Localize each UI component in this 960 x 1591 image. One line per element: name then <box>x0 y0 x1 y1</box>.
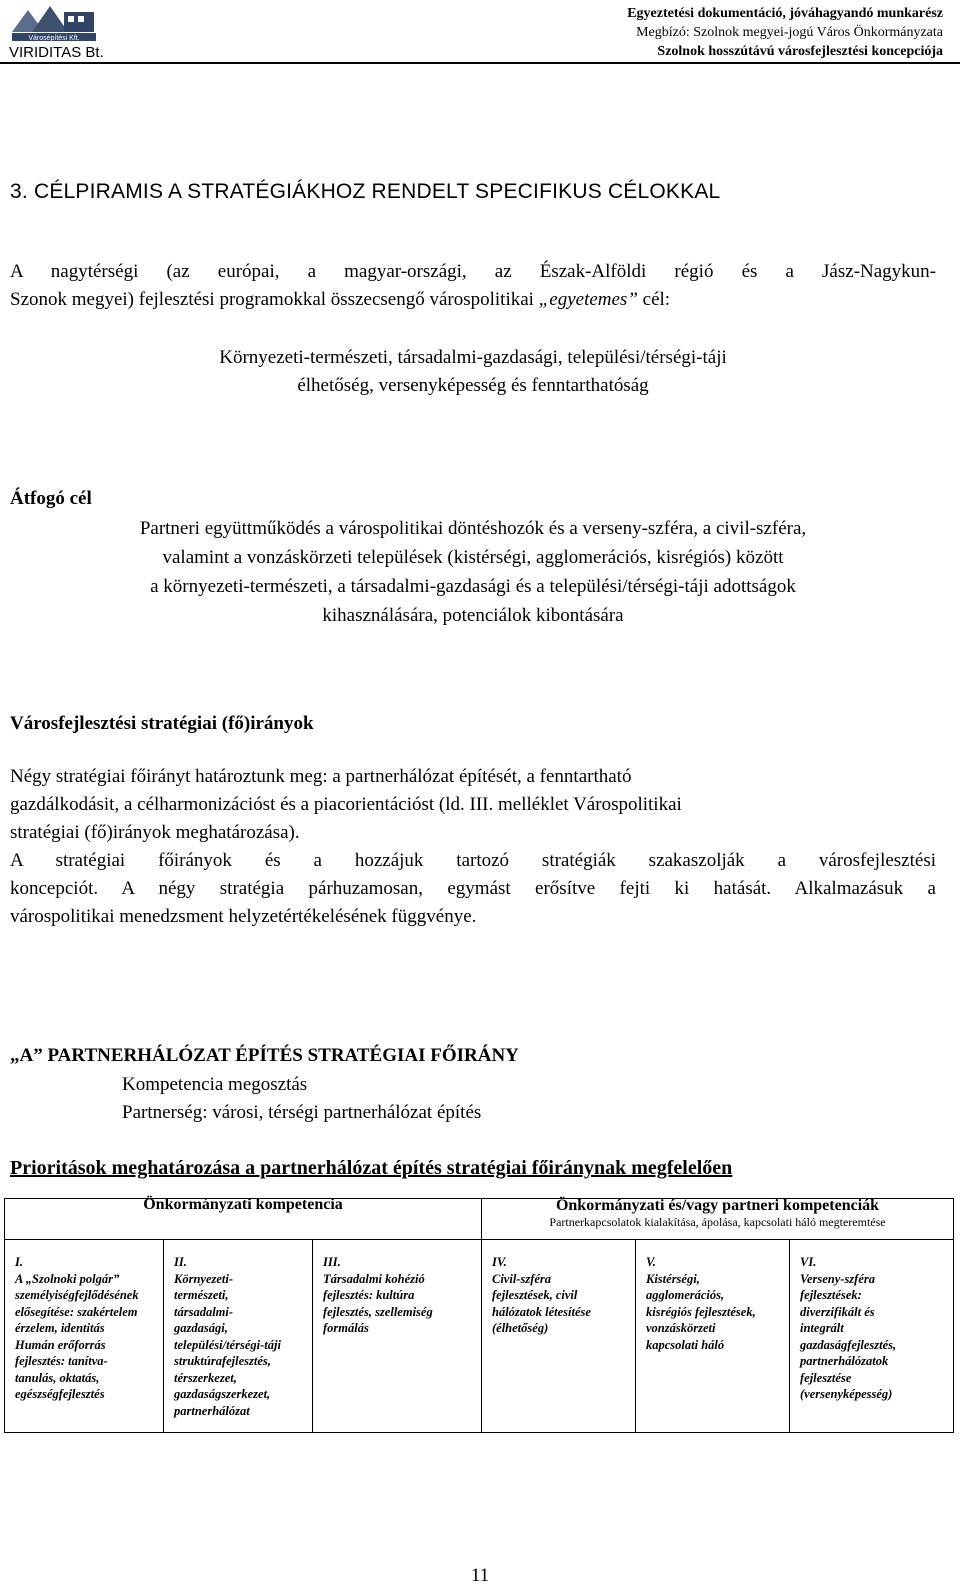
directions-p2-line-2: koncepciót. A négy stratégia párhuzamosan, egymást erősítve fejti ki hatását. Alkalmazásuk a <box>10 878 936 899</box>
priority-column-4 <box>482 1240 636 1433</box>
priority-2-line: Környezeti- <box>174 1271 234 1286</box>
universal-goal-line-1: Környezeti-természeti, társadalmi-gazdasági, települési/térségi-táji <box>219 347 727 368</box>
overarching-line-4: kihasználására, potenciálok kibontására <box>322 605 624 626</box>
priority-6-line: fejlesztések: <box>800 1288 862 1302</box>
priority-6-line: partnerhálózatok <box>800 1354 889 1368</box>
partner-competence-sub: Partnerkapcsolatok kialakítása, ápolása, kapcsolati háló megteremtése <box>549 1215 886 1229</box>
priority-1-number: I. <box>15 1255 23 1269</box>
intro-line-2 <box>10 286 936 314</box>
overarching-text <box>0 514 946 630</box>
priority-6-line: (versenyképesség) <box>800 1387 893 1401</box>
priority-1-line: egészségfejlesztés <box>15 1387 105 1401</box>
strategy-a-sub-2: Partnerség: városi, térségi partnerhálózat építés <box>122 1102 482 1123</box>
priority-1-line: A „Szolnoki polgár” <box>15 1271 120 1286</box>
partner-competence-label: Önkormányzati és/vagy partneri kompetenciák <box>555 1197 880 1214</box>
priority-6-line: diverzifikált és <box>800 1304 875 1319</box>
own-competence-label: Önkormányzati kompetencia <box>143 1196 343 1213</box>
priority-6-number: VI. <box>800 1255 817 1269</box>
priority-1-line: Humán erőforrás <box>15 1337 106 1352</box>
intro-text-b: cél: <box>637 289 671 310</box>
company-name: VIRIDITAS Bt. <box>9 44 104 61</box>
priority-4-line: fejlesztések, civil <box>492 1288 578 1302</box>
priority-5-line: kisrégiós fejlesztések, <box>646 1304 756 1319</box>
priority-3-number: III. <box>323 1255 341 1269</box>
overarching-line-1: Partneri együttműködés a várospolitikai döntéshozók és a verseny-szféra, a civil-szféra, <box>139 518 807 539</box>
priority-2-line: társadalmi- <box>174 1304 234 1319</box>
section-title: 3. CÉLPIRAMIS A STRATÉGIÁKHOZ RENDELT SPECIFIKUS CÉLOKKAL <box>10 180 721 203</box>
priority-column-6 <box>790 1240 954 1433</box>
priority-2-line: természeti, <box>174 1288 229 1302</box>
priorities-columns-row <box>5 1240 954 1433</box>
priority-5-line: vonzáskörzeti <box>646 1321 716 1335</box>
universal-goal-line-2: élhetőség, versenyképesség és fenntarthatóság <box>297 375 649 396</box>
priority-column-5 <box>636 1240 790 1433</box>
priority-1-line: érzelem, identitás <box>15 1321 105 1335</box>
priority-1-line: fejlesztés: tanítva- <box>15 1354 108 1368</box>
logo-text: Városépítési Kft. <box>28 35 80 42</box>
strategy-a-sub-1: Kompetencia megosztás <box>122 1074 308 1095</box>
priority-2-line: gazdaságszerkezet, <box>174 1387 271 1401</box>
priority-4-line: (élhetőség) <box>492 1321 549 1335</box>
priority-4-number: IV. <box>492 1255 507 1269</box>
intro-line-1: A nagytérségi (az európai, a magyar-országi, az Észak-Alföldi régió és a Jász-Nagykun- <box>10 261 936 282</box>
directions-paragraph-1 <box>10 763 936 847</box>
priority-1-line: elősegítése: szakértelem <box>15 1304 138 1319</box>
priority-column-2 <box>164 1240 313 1433</box>
priority-5-line: kapcsolati háló <box>646 1337 725 1352</box>
overarching-line-3: a környezeti-természeti, a társadalmi-gazdasági és a települési/térségi-táji adottságok <box>150 576 796 597</box>
directions-p1-line-1: Négy stratégiai főirányt határoztunk meg: a partnerhálózat építését, a fenntartható <box>10 766 632 787</box>
header-line-2: Megbízó: Szolnok megyei-jogú Város Önkormányzata <box>636 25 943 40</box>
universal-goal <box>0 344 946 400</box>
page-number: 11 <box>470 1565 490 1586</box>
directions-p1-line-3: stratégiai (fő)irányok meghatározása). <box>10 822 300 843</box>
directions-heading: Városfejlesztési stratégiai (fő)irányok <box>10 713 314 734</box>
priorities-table <box>4 1198 954 1433</box>
priority-6-line: gazdaságfejlesztés, <box>800 1337 897 1352</box>
priority-6-line: integrált <box>800 1321 844 1335</box>
priority-3-line: formálás <box>323 1321 369 1335</box>
priority-2-line: gazdasági, <box>174 1321 228 1335</box>
directions-p1-line-2: gazdálkodásit, a célharmonizációst és a piacorientációst (ld. III. melléklet Várospolitikai <box>10 794 682 815</box>
priority-5-line: Kistérségi, <box>646 1271 700 1286</box>
priority-6-line: Verseny-szféra <box>800 1271 875 1286</box>
priority-4-line: hálózatok létesítése <box>492 1304 591 1319</box>
priority-column-3 <box>313 1240 482 1433</box>
strategy-a-heading: „A” PARTNERHÁLÓZAT ÉPÍTÉS STRATÉGIAI FŐIRÁNY <box>10 1045 519 1066</box>
priority-1-line: személyiségfejlődésének <box>15 1288 139 1302</box>
directions-p2-line-3: várospolitikai menedzsment helyzetértékelésének függvénye. <box>10 906 477 927</box>
priority-3-line: fejlesztés: kultúra <box>323 1288 415 1302</box>
priority-2-line: struktúrafejlesztés, <box>174 1354 271 1368</box>
priority-4-line: Civil-szféra <box>492 1271 552 1286</box>
priority-3-line: Társadalmi kohézió <box>323 1271 425 1286</box>
intro-emphasis: „egyetemes” <box>538 289 638 310</box>
priority-1-line: tanulás, oktatás, <box>15 1370 100 1385</box>
priority-2-line: partnerhálózat <box>174 1403 250 1418</box>
partner-competence-cell <box>482 1199 954 1240</box>
overarching-heading: Átfogó cél <box>10 488 92 509</box>
header-line-1: Egyeztetési dokumentáció, jóváhagyandó munkarész <box>627 6 943 21</box>
overarching-line-2: valamint a vonzáskörzeti települések (kistérségi, agglomerációs, kisrégiós) között <box>162 547 784 568</box>
priority-5-number: V. <box>646 1255 656 1269</box>
priority-3-line: fejlesztés, szellemiség <box>323 1304 433 1319</box>
header-line-3: Szolnok hosszútávú városfejlesztési koncepciója <box>657 44 943 59</box>
priorities-heading: Prioritások meghatározása a partnerhálózat építés stratégiai főiránynak megfelelően <box>10 1157 733 1179</box>
own-competence-cell <box>5 1196 482 1240</box>
intro-text-a: Szonok megyei) fejlesztési programokkal összecsengő várospolitikai <box>10 289 539 310</box>
header-info <box>627 4 943 61</box>
priority-2-line: települési/térségi-táji <box>174 1337 281 1352</box>
priority-6-line: fejlesztése <box>800 1370 852 1385</box>
company-logo <box>8 2 100 42</box>
directions-paragraph-2 <box>10 847 936 931</box>
priority-5-line: agglomerációs, <box>646 1288 725 1302</box>
priority-column-1 <box>5 1240 164 1433</box>
priorities-header-row <box>5 1199 954 1240</box>
header-divider <box>0 62 960 64</box>
intro-paragraph <box>10 258 936 314</box>
priority-2-line: térszerkezet, <box>174 1370 237 1385</box>
directions-p2-line-1: A stratégiai főirányok és a hozzájuk tartozó stratégiák szakaszolják a városfejlesztési <box>10 850 936 871</box>
priority-2-number: II. <box>174 1255 187 1269</box>
